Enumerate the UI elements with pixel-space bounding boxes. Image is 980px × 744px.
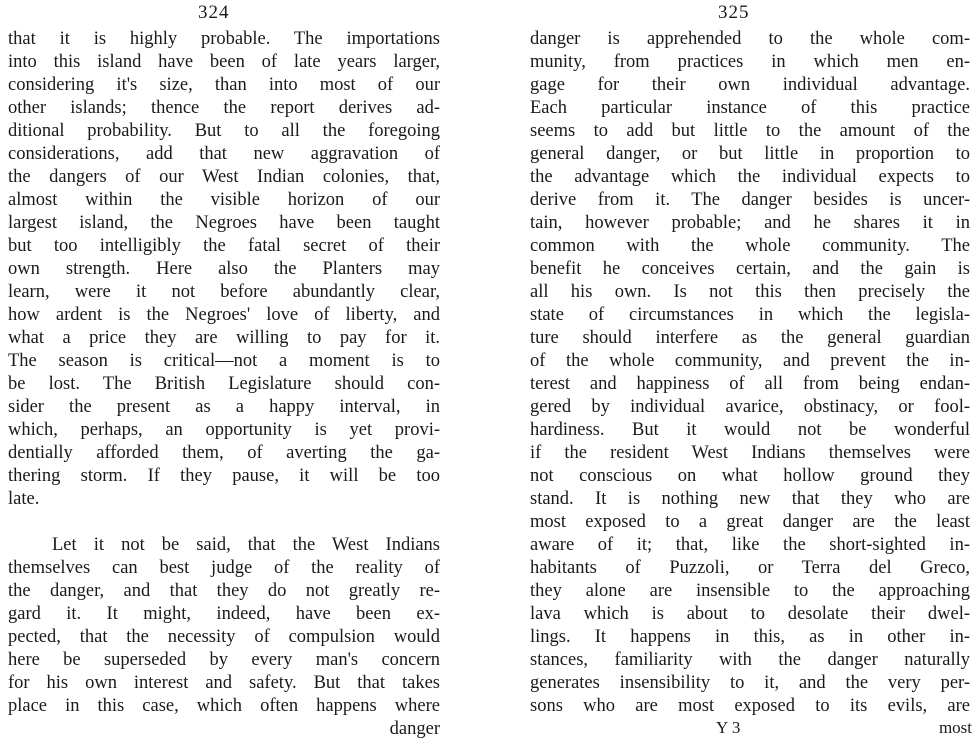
text-line: late. xyxy=(8,489,40,509)
catchword: most xyxy=(938,718,972,737)
text-line: gard it. It might, indeed, have been ex- xyxy=(8,604,440,624)
text-line: gered by individual avarice, obstinacy, or fool- xyxy=(530,397,970,417)
text-line: common with the whole community. The xyxy=(530,236,970,256)
book-gutter xyxy=(470,0,490,744)
text-line: terest and happiness of all from being endan- xyxy=(530,374,970,394)
text-line: themselves can best judge of the reality of xyxy=(8,558,440,578)
text-line: lings. It happens in this, as in other in- xyxy=(530,627,970,647)
text-line: of the whole community, and prevent the in- xyxy=(530,351,970,371)
text-line: Let it not be said, that the West Indians xyxy=(52,535,440,555)
text-line: gage for their own individual advantage. xyxy=(530,75,970,95)
text-line: danger is apprehended to the whole com- xyxy=(530,29,970,49)
paragraph-gap xyxy=(8,511,440,534)
text-line: pected, that the necessity of compulsion would xyxy=(8,627,440,647)
text-line: stances, familiarity with the danger naturally xyxy=(530,650,970,670)
text-line: for his own interest and safety. But that takes xyxy=(8,673,440,693)
text-line: seems to add but little to the amount of the xyxy=(530,121,970,141)
text-line: thering storm. If they pause, it will be too xyxy=(8,466,440,486)
text-line: the dangers of our West Indian colonies, that, xyxy=(8,167,440,187)
text-line: into this island have been of late years larger, xyxy=(8,52,440,72)
text-line: but too intelligibly the fatal secret of their xyxy=(8,236,440,256)
text-line: lava which is about to desolate their dwel- xyxy=(530,604,970,624)
text-line: benefit he conceives certain, and the gain is xyxy=(530,259,970,279)
text-line: largest island, the Negroes have been taught xyxy=(8,213,440,233)
text-line: aware of it; that, like the short-sighted in- xyxy=(530,535,970,555)
text-line: they alone are insensible to the approaching xyxy=(530,581,970,601)
text-line: habitants of Puzzoli, or Terra del Greco, xyxy=(530,558,970,578)
text-line: ture should interfere as the general guardian xyxy=(530,328,970,348)
text-line: most exposed to a great danger are the least xyxy=(530,512,970,532)
text-line: sons who are most exposed to its evils, are xyxy=(530,696,970,716)
text-line: stand. It is nothing new that they who are xyxy=(530,489,970,509)
text-line: which, perhaps, an opportunity is yet provi- xyxy=(8,420,440,440)
text-line: the advantage which the individual expects to xyxy=(530,167,970,187)
signature-mark: Y 3 xyxy=(716,718,741,737)
text-line: what a price they are willing to pay for it. xyxy=(8,328,440,348)
page-number: 324 xyxy=(198,2,230,23)
text-line: how ardent is the Negroes' love of liberty, and xyxy=(8,305,440,325)
text-line: be lost. The British Legislature should con- xyxy=(8,374,440,394)
text-block xyxy=(8,28,440,741)
text-line: ditional probability. But to all the foregoing xyxy=(8,121,440,141)
text-line: considerations, add that new aggravation of xyxy=(8,144,440,164)
text-line: derive from it. The danger besides is uncer- xyxy=(530,190,970,210)
text-line: sider the present as a happy interval, in xyxy=(8,397,440,417)
text-line: other islands; thence the report derives ad- xyxy=(8,98,440,118)
text-line: learn, were it not before abundantly clear, xyxy=(8,282,440,302)
text-line: own strength. Here also the Planters may xyxy=(8,259,440,279)
text-line: generates insensibility to it, and the very per- xyxy=(530,673,970,693)
text-block xyxy=(530,28,970,718)
text-line: not conscious on what hollow ground they xyxy=(530,466,970,486)
text-line: state of circumstances in which the legisla- xyxy=(530,305,970,325)
text-line: place in this case, which often happens where xyxy=(8,696,440,716)
page-number: 325 xyxy=(718,2,750,23)
catchword: danger xyxy=(389,719,440,739)
text-line: if the resident West Indians themselves were xyxy=(530,443,970,463)
text-line: all his own. Is not this then precisely the xyxy=(530,282,970,302)
text-line: munity, from practices in which men en- xyxy=(530,52,970,72)
text-line: almost within the visible horizon of our xyxy=(8,190,440,210)
text-line: considering it's size, than into most of our xyxy=(8,75,440,95)
text-line: dentially afforded them, of averting the ga- xyxy=(8,443,440,463)
text-line: Each particular instance of this practice xyxy=(530,98,970,118)
text-line: the danger, and that they do not greatly re- xyxy=(8,581,440,601)
right-page xyxy=(490,0,980,744)
text-line: that it is highly probable. The importations xyxy=(8,29,440,49)
text-line: tain, however probable; and he shares it in xyxy=(530,213,970,233)
left-page xyxy=(0,0,470,744)
text-line: The season is critical—not a moment is to xyxy=(8,351,440,371)
text-line: here be superseded by every man's concern xyxy=(8,650,440,670)
text-line: general danger, or but little in proportion to xyxy=(530,144,970,164)
text-line: hardiness. But it would not be wonderful xyxy=(530,420,970,440)
